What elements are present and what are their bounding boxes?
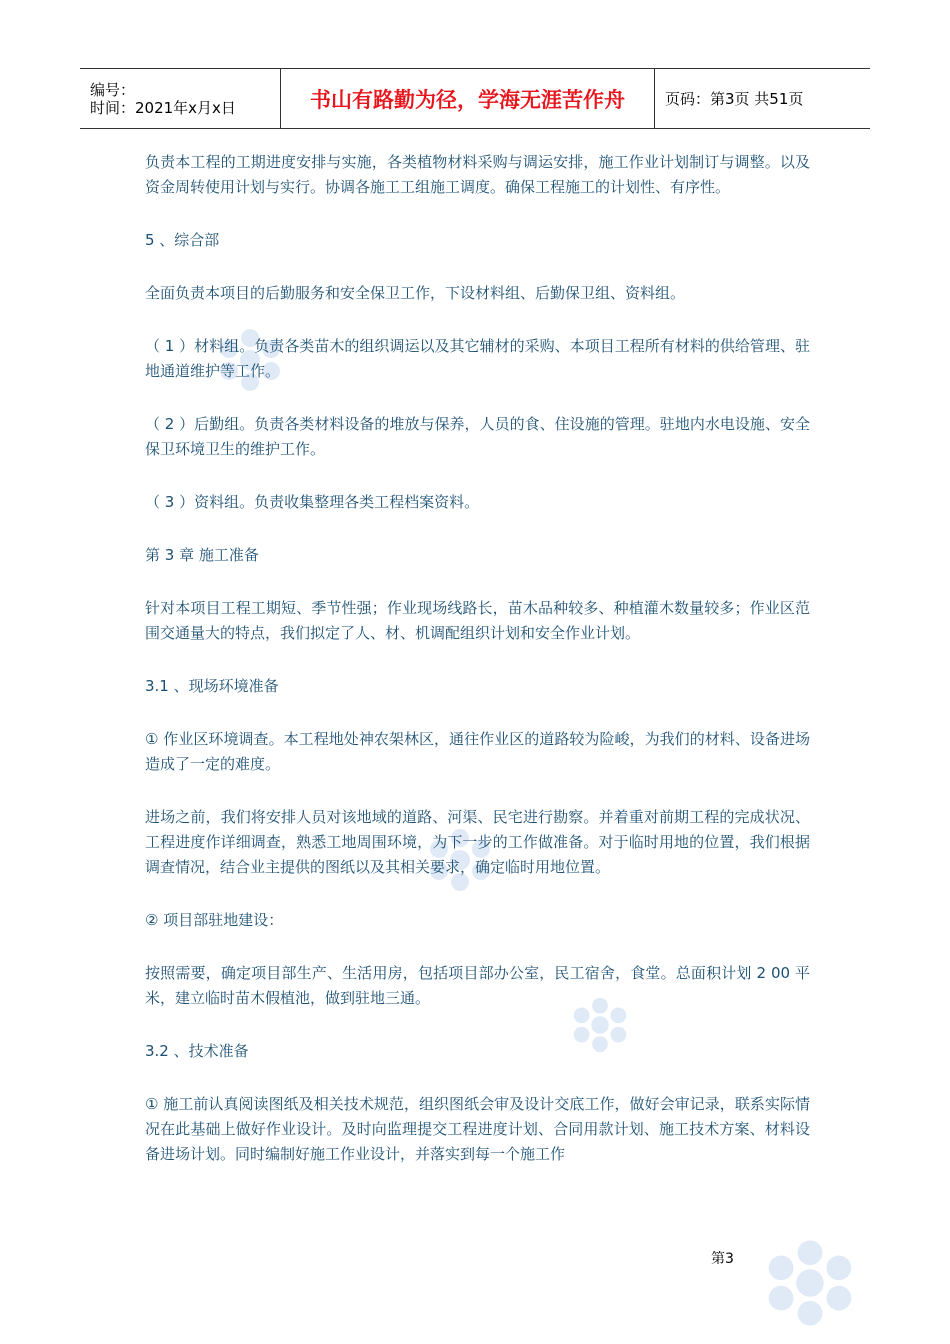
section-heading: 3.1 、现场环境准备 — [145, 677, 279, 695]
section-heading: 3.2 、技术准备 — [145, 1042, 249, 1060]
paragraph: （ 1 ）材料组。负责各类苗木的组织调运以及其它辅材的采购、本项目工程所有材料的供给管理、驻地通道维护等工作。 — [145, 337, 810, 380]
paragraph: （ 2 ）后勤组。负责各类材料设备的堆放与保养，人员的食、住设施的管理。驻地内水电设施、安全保卫环境卫生的维护工作。 — [145, 415, 810, 458]
paragraph: 全面负责本项目的后勤服务和安全保卫工作，下设材料组、后勤保卫组、资料组。 — [145, 284, 686, 302]
paragraph: ② 项目部驻地建设： — [145, 911, 284, 929]
paragraph: （ 3 ）资料组。负责收集整理各类工程档案资料。 — [145, 493, 480, 511]
paragraph: 按照需要，确定项目部生产、生活用房，包括项目部办公室，民工宿舍，食堂。总面积计划 2 00 平米，建立临时苗木假植池，做到驻地三通。 — [145, 964, 810, 1007]
chapter-heading: 第 3 章 施工准备 — [145, 546, 259, 564]
paragraph: ① 作业区环境调查。本工程地处神农架林区，通往作业区的道路较为险峻，为我们的材料、设备进场造成了一定的难度。 — [145, 730, 810, 773]
paragraph: 负责本工程的工期进度安排与实施，各类植物材料采购与调运安排，施工作业计划制订与调整。以及资金周转使用计划与实行。协调各施工工组施工调度。确保工程施工的计划性、有序性。 — [145, 153, 810, 196]
document-number-label: 编号： — [90, 80, 136, 99]
paragraph: 进场之前，我们将安排人员对该地域的道路、河渠、民宅进行勘察。并着重对前期工程的完成状况、工程进度作详细调查，熟悉工地周围环境，为下一步的工作做准备。对于临时用地的位置，我们根据调查情况，结合业主提供的图纸以及其相关要求，确定临时用地位置。 — [145, 808, 810, 876]
header-motto: 书山有路勤为径，学海无涯苦作舟 — [310, 87, 625, 112]
section-heading: 5 、综合部 — [145, 231, 220, 249]
header-motto-cell — [281, 69, 655, 128]
document-date-label: 时间：2021年x月x日 — [90, 98, 236, 117]
paragraph: 针对本项目工程工期短、季节性强；作业现场线路长，苗木品种较多、种植灌木数量较多；作业区范围交通量大的特点，我们拟定了人、材、机调配组织计划和安全作业计划。 — [145, 599, 810, 642]
paragraph: ① 施工前认真阅读图纸及相关技术规范，组织图纸会审及设计交底工作，做好会审记录，联系实际情况在此基础上做好作业设计。及时向监理提交工程进度计划、合同用款计划、施工技术方案、材料设备进场计划。同时编制好施工作业设计，并落实到每一个施工作 — [145, 1095, 810, 1163]
snowflake-watermark-icon — [755, 1228, 865, 1338]
header-meta — [80, 69, 281, 128]
header-page-number: 页码：第3页 共51页 — [665, 90, 804, 108]
footer-page-number: 第3 — [711, 1251, 734, 1267]
page-header — [80, 68, 870, 129]
header-page-cell — [655, 69, 870, 128]
document-body — [145, 150, 810, 1195]
